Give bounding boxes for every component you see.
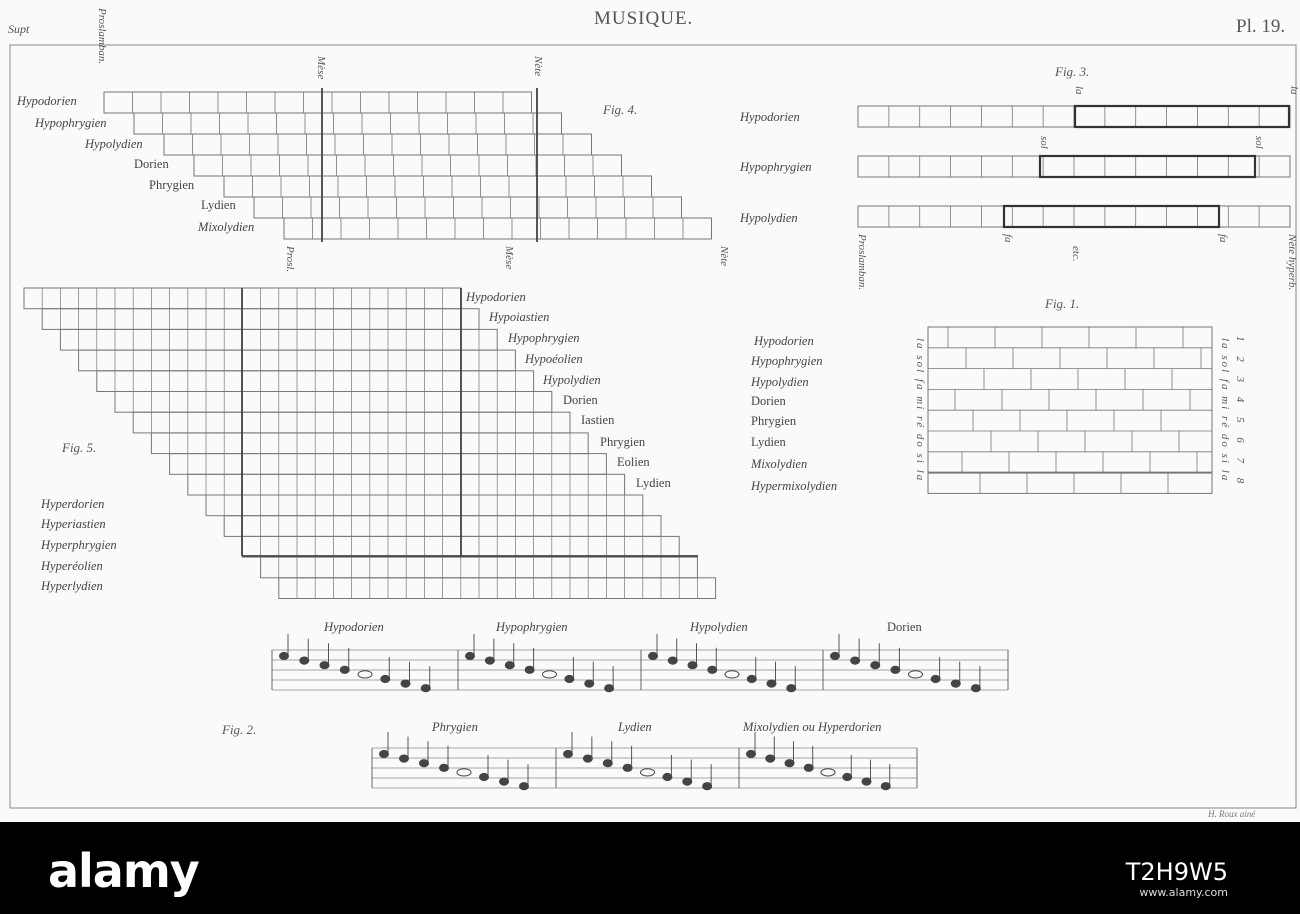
fig2-note: [340, 666, 349, 673]
fig5-mode-hypophrygien: Hypophrygien: [508, 331, 580, 345]
fig4-row: [134, 113, 562, 134]
fig2-note: [564, 750, 573, 757]
fig1-syllable: la: [914, 469, 926, 483]
fig1-left-syllables: [914, 338, 926, 482]
fig2-note: [505, 662, 514, 669]
fig5-mode-hypolydien: Hypolydien: [543, 373, 601, 387]
fig2-title-mixolydien-hyperdorien: Mixolydien ou Hyperdorien: [743, 720, 882, 734]
fig3-note-sol-end: sol: [1253, 136, 1265, 149]
fig4-mode-hypophrygien: Hypophrygien: [35, 116, 107, 130]
fig2-note: [804, 764, 813, 771]
fig1-number: 1: [1234, 336, 1246, 348]
fig1-number: 6: [1234, 437, 1246, 449]
fig2-note: [821, 769, 835, 776]
fig1-right-syllable: sol: [1219, 355, 1231, 375]
fig5-mode-hyperphrygien: Hyperphrygien: [41, 538, 117, 552]
fig4-row: [254, 197, 682, 218]
fig1-number: 8: [1234, 477, 1246, 490]
fig2-note: [725, 671, 739, 678]
fig2-note: [909, 671, 923, 678]
fig2-note: [401, 680, 410, 687]
fig2-note: [703, 783, 712, 790]
engraver-signature: H. Roux ainé: [1208, 809, 1256, 819]
fig2-note: [649, 652, 658, 659]
fig2-note: [400, 755, 409, 762]
fig5-mode-eolien: Eolien: [617, 455, 650, 469]
fig2-note: [380, 750, 389, 757]
fig4-mode-phrygien: Phrygien: [149, 178, 195, 192]
fig2-note: [520, 783, 529, 790]
fig4-mode-mixolydien: Mixolydien: [198, 220, 255, 234]
fig2-note: [766, 755, 775, 762]
fig4-row: [164, 134, 592, 155]
fig2-note: [787, 685, 796, 692]
fig5-mode-dorien: Dorien: [563, 393, 598, 407]
fig1-right-syllable: la: [1219, 338, 1231, 351]
plate-number: Pl. 19.: [1236, 16, 1286, 37]
fig2-note: [747, 675, 756, 682]
fig1-mode-hypermixolydien: Hypermixolydien: [751, 479, 838, 493]
fig1-number: 2: [1234, 356, 1246, 368]
fig2-note: [525, 666, 534, 673]
fig2-note: [831, 652, 840, 659]
fig4-row: [284, 218, 712, 239]
watermark-code: T2H9W5: [1125, 858, 1228, 886]
fig1-syllable: sol: [914, 355, 926, 375]
fig1-right-syllable: fa: [1219, 378, 1231, 392]
fig3-mode-hypolydien: Hypolydien: [740, 211, 798, 225]
fig5-label: Fig. 5.: [62, 440, 97, 455]
fig2-note: [420, 760, 429, 767]
fig1-syllable: si: [914, 453, 926, 465]
fig3-bottom-proslamban: Proslamban.: [856, 234, 868, 291]
fig2-note: [480, 773, 489, 780]
watermark-brand: alamy: [48, 844, 199, 898]
fig5-mode-lydien: Lydien: [636, 476, 671, 490]
header-supplement: Supt: [8, 22, 30, 36]
fig4-mode-hypodorien: Hypodorien: [17, 94, 77, 108]
fig1-syllable: ré: [914, 415, 926, 430]
fig4-row: [104, 92, 532, 113]
fig1-right-syllable: ré: [1219, 415, 1231, 430]
fig4-mode-dorien: Dorien: [134, 157, 169, 171]
fig2-note: [280, 652, 289, 659]
fig5-mode-hypoiastien: Hypoiastien: [489, 310, 550, 324]
fig4-bottom-label-nete: Nète: [718, 246, 730, 267]
fig2-title-hypophrygien: Hypophrygien: [496, 620, 568, 634]
fig1-numbers: [1234, 336, 1246, 489]
fig1-right-syllable: do: [1219, 433, 1231, 449]
fig1-mode-hypophrygien: Hypophrygien: [751, 354, 823, 368]
fig1-number: 4: [1234, 396, 1246, 409]
fig1-mode-mixolydien: Mixolydien: [751, 457, 808, 471]
fig2-note: [881, 783, 890, 790]
fig2-note: [891, 666, 900, 673]
fig4-top-label-proslamban: Proslamban.: [96, 8, 108, 65]
fig2-note: [585, 680, 594, 687]
fig2-note: [851, 657, 860, 664]
fig5-mode-hypereolien: Hyperéolien: [41, 559, 103, 573]
fig5-mode-hypodorien: Hypodorien: [466, 290, 526, 304]
fig4-mode-hypolydien: Hypolydien: [85, 137, 143, 151]
fig2-note: [485, 657, 494, 664]
fig2-note: [683, 778, 692, 785]
fig4-row: [224, 176, 652, 197]
fig2-note: [971, 685, 980, 692]
fig2-note: [381, 675, 390, 682]
fig2-note: [358, 671, 372, 678]
fig2-note: [862, 778, 871, 785]
fig5-mode-phrygien: Phrygien: [600, 435, 646, 449]
fig5-mode-hypoeolien: Hypoéolien: [525, 352, 583, 366]
fig2-note: [605, 685, 614, 692]
fig3-mode-hypodorien: Hypodorien: [740, 110, 800, 124]
fig3-octave-highlight: [1040, 156, 1255, 177]
fig1-syllable: mi: [914, 396, 926, 412]
fig2-note: [583, 755, 592, 762]
fig2-note: [663, 773, 672, 780]
fig1-right-syllable: mi: [1219, 396, 1231, 412]
fig3-note-la-start: la: [1073, 86, 1085, 95]
fig2-note: [320, 662, 329, 669]
fig1-grid: [928, 327, 1212, 493]
fig2-note: [641, 769, 655, 776]
fig4-top-label-nete: Nète: [532, 56, 544, 77]
fig2-note: [785, 760, 794, 767]
fig2-note: [300, 657, 309, 664]
fig1-mode-dorien: Dorien: [751, 394, 786, 408]
fig1-mode-phrygien: Phrygien: [751, 414, 797, 428]
fig2-title-hypodorien: Hypodorien: [324, 620, 384, 634]
fig3-note-fa-start: fa: [1002, 234, 1014, 243]
fig5-mode-hyperdorien: Hyperdorien: [41, 497, 105, 511]
fig1-mode-hypodorien: Hypodorien: [754, 334, 814, 348]
fig3-note-fa-end: fa: [1217, 234, 1229, 243]
fig1-right-syllable: si: [1219, 453, 1231, 465]
fig2-note: [668, 657, 677, 664]
fig2-note: [688, 662, 697, 669]
fig2-note: [623, 764, 632, 771]
fig2-staves: [272, 634, 1008, 790]
fig2-title-lydien: Lydien: [618, 720, 652, 734]
fig3-note-etc: etc.: [1070, 246, 1082, 262]
fig2-note: [457, 769, 471, 776]
fig2-note: [871, 662, 880, 669]
fig2-note: [421, 685, 430, 692]
fig4-row: [194, 155, 622, 176]
fig2-note: [931, 675, 940, 682]
fig4-bottom-label-prosl: Prosl.: [284, 246, 296, 273]
fig2-note: [843, 773, 852, 780]
fig2-title-phrygien: Phrygien: [432, 720, 478, 734]
fig2-title-hypolydien: Hypolydien: [690, 620, 748, 634]
watermark-strip: [0, 822, 1300, 914]
fig3-label: Fig. 3.: [1055, 64, 1090, 79]
fig3-bottom-nete-hyperb: Nète hyperb.: [1286, 234, 1298, 291]
fig5-mode-hyperlydien: Hyperlydien: [41, 579, 103, 593]
fig4-label: Fig. 4.: [603, 102, 638, 117]
fig1-right-syllable: la: [1219, 469, 1231, 483]
fig1-syllable: fa: [914, 378, 926, 392]
fig1-syllable: do: [914, 433, 926, 449]
fig3-note-la-end: la: [1288, 86, 1300, 95]
fig1-mode-hypolydien: Hypolydien: [751, 375, 809, 389]
fig1-label: Fig. 1.: [1045, 296, 1080, 311]
fig5-mode-iastien: Iastien: [581, 413, 615, 427]
fig2-note: [466, 652, 475, 659]
fig2-note: [767, 680, 776, 687]
fig1-right-syllables: [1219, 338, 1231, 482]
watermark-url: www.alamy.com: [1139, 886, 1228, 899]
plate-title: MUSIQUE.: [594, 8, 694, 29]
fig4-bottom-label-mese: Mèse: [503, 246, 515, 270]
fig2-note: [500, 778, 509, 785]
fig2-note: [747, 750, 756, 757]
fig3-octave-highlight: [1075, 106, 1289, 127]
fig3-octave-highlight: [1004, 206, 1219, 227]
fig3-note-sol-start: sol: [1038, 136, 1050, 149]
fig5-mode-hyperiastien: Hyperiastien: [41, 517, 106, 531]
fig2-label: Fig. 2.: [222, 722, 257, 737]
fig2-note: [951, 680, 960, 687]
fig1-mode-lydien: Lydien: [751, 435, 786, 449]
fig1-number: 5: [1234, 417, 1246, 429]
fig3-bars: [858, 106, 1290, 227]
fig2-note: [603, 760, 612, 767]
fig2-note: [565, 675, 574, 682]
fig2-title-dorien: Dorien: [887, 620, 922, 634]
fig4-top-label-mese: Mèse: [315, 56, 327, 80]
fig2-note: [543, 671, 557, 678]
fig2-note: [708, 666, 717, 673]
fig3-mode-hypophrygien: Hypophrygien: [740, 160, 812, 174]
fig1-number: 3: [1234, 376, 1246, 388]
fig1-number: 7: [1234, 457, 1246, 469]
fig4-mode-lydien: Lydien: [201, 198, 236, 212]
fig1-syllable: la: [914, 338, 926, 351]
fig2-note: [440, 764, 449, 771]
